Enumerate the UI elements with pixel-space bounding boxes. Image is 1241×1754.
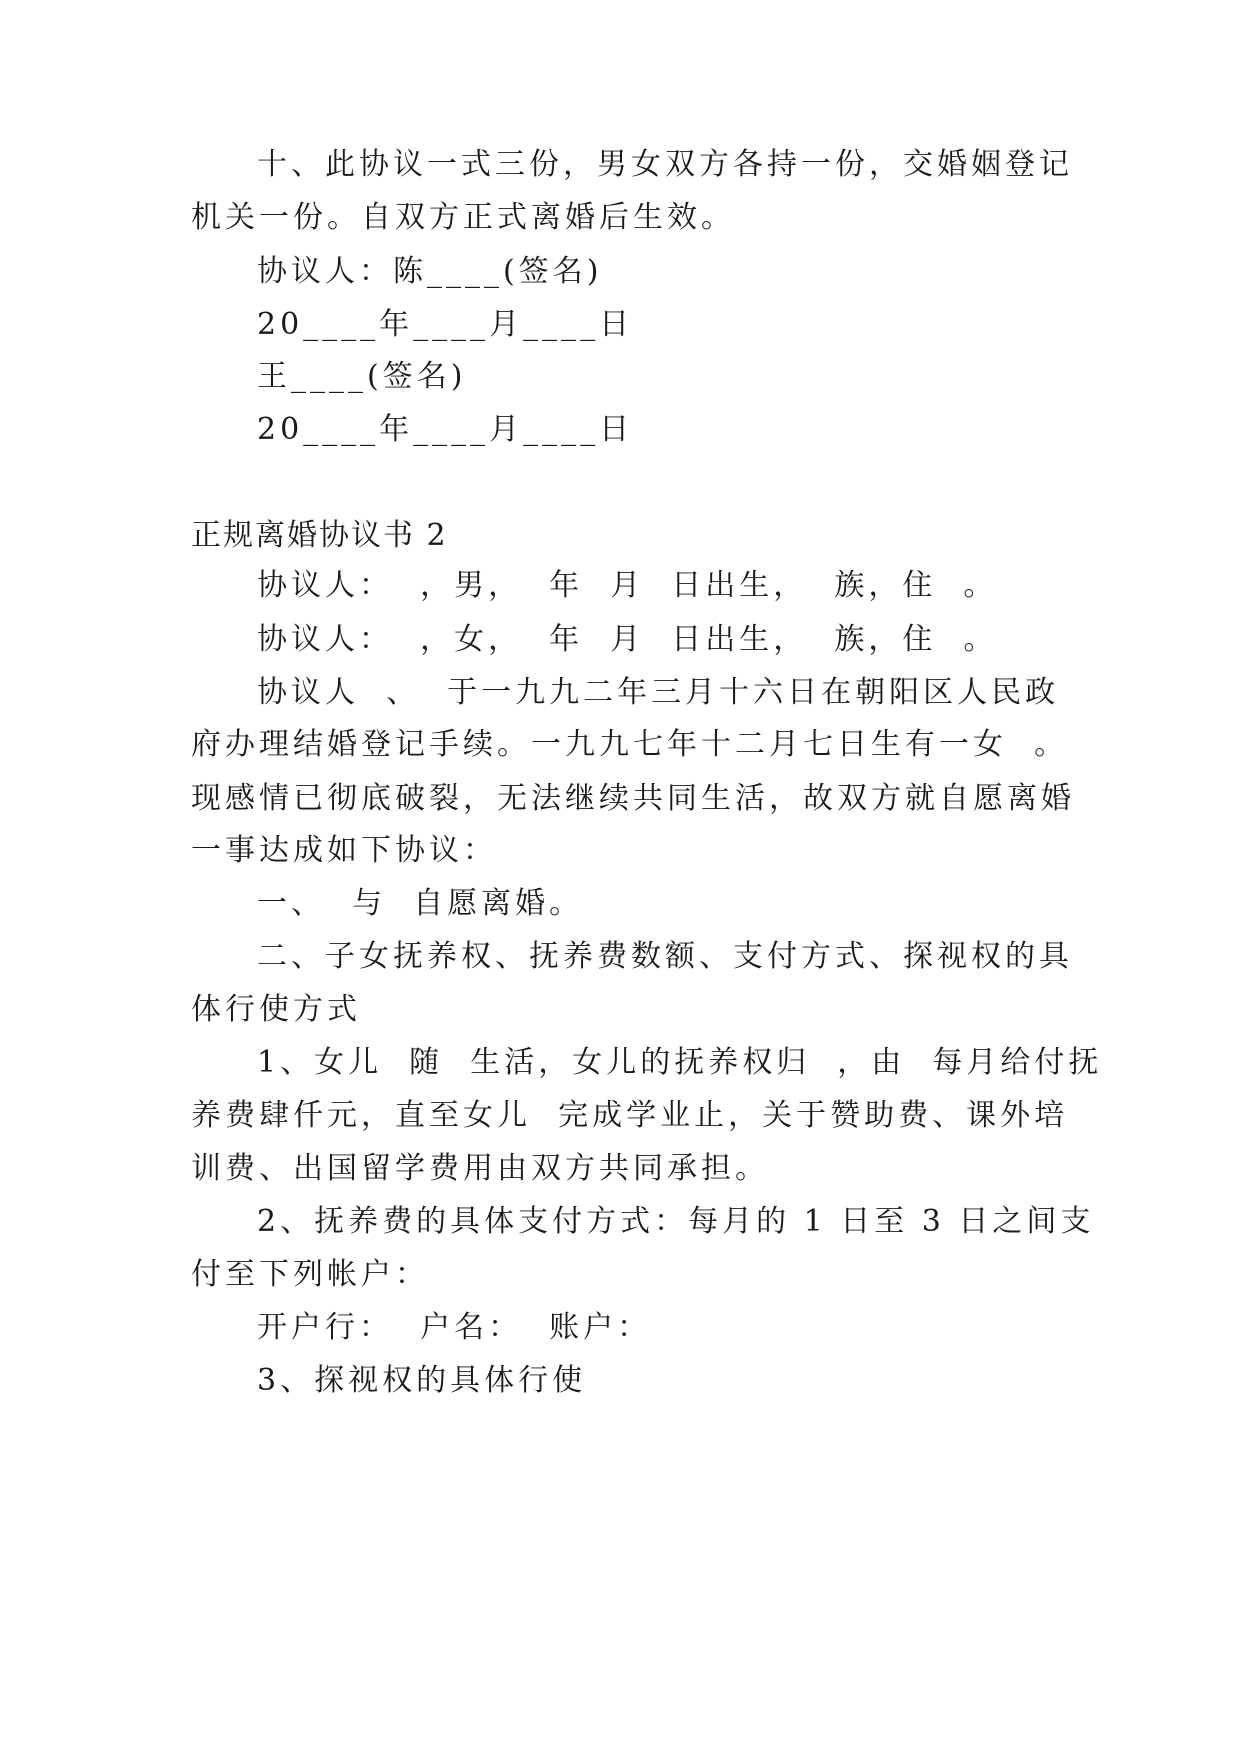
intro-paragraph-line-1: 协议人 、 于一九九二年三月十六日在朝阳区人民政 (257, 675, 1060, 710)
clause-ten-line-2: 机关一份。自双方正式离婚后生效。 (191, 200, 735, 235)
intro-paragraph-line-2: 府办理结婚登记手续。一九九七年十二月七日生有一女 。 (191, 727, 1069, 762)
item-one-line-3: 训费、出国留学费用由双方共同承担。 (191, 1151, 769, 1186)
clause-ten-line-1: 十、此协议一式三份，男女双方各持一份，交婚姻登记 (257, 147, 1073, 182)
signer-wang-date: 20____年____月____日 (257, 412, 634, 447)
item-one-line-2: 养费肆仟元，直至女儿 完成学业止，关于赞助费、课外培 (191, 1098, 1069, 1133)
item-two-line-2: 付至下列帐户： (191, 1257, 429, 1292)
clause-two-line-2: 体行使方式 (191, 992, 361, 1027)
signer-chen-date: 20____年____月____日 (257, 307, 634, 342)
item-one-line-1: 1、女儿 随 生活，女儿的抚养权归 ，由 每月给付抚 (257, 1045, 1103, 1080)
signer-chen-line: 协议人：陈____(签名) (257, 254, 603, 289)
clause-two-line-1: 二、子女抚养权、抚养费数额、支付方式、探视权的具 (257, 939, 1073, 974)
intro-paragraph-line-4: 一事达成如下协议： (191, 833, 497, 868)
intro-paragraph-line-3: 现感情已彻底破裂，无法继续共同生活，故双方就自愿离婚 (191, 781, 1075, 816)
item-three-line: 3、探视权的具体行使 (257, 1363, 587, 1398)
section-title: 正规离婚协议书 2 (191, 518, 448, 553)
item-two-line-1: 2、抚养费的具体支付方式：每月的 1 日至 3 日之间支 (257, 1204, 1095, 1239)
party-female-line: 协议人： ，女， 年 月 日出生， 族，住 。 (257, 622, 998, 657)
clause-one-line: 一、 与 自愿离婚。 (257, 886, 584, 921)
party-male-line: 协议人： ，男， 年 月 日出生， 族，住 。 (257, 568, 998, 603)
signer-wang-line: 王____(签名) (257, 359, 467, 394)
bank-account-line: 开户行： 户名： 账户： (257, 1310, 652, 1345)
